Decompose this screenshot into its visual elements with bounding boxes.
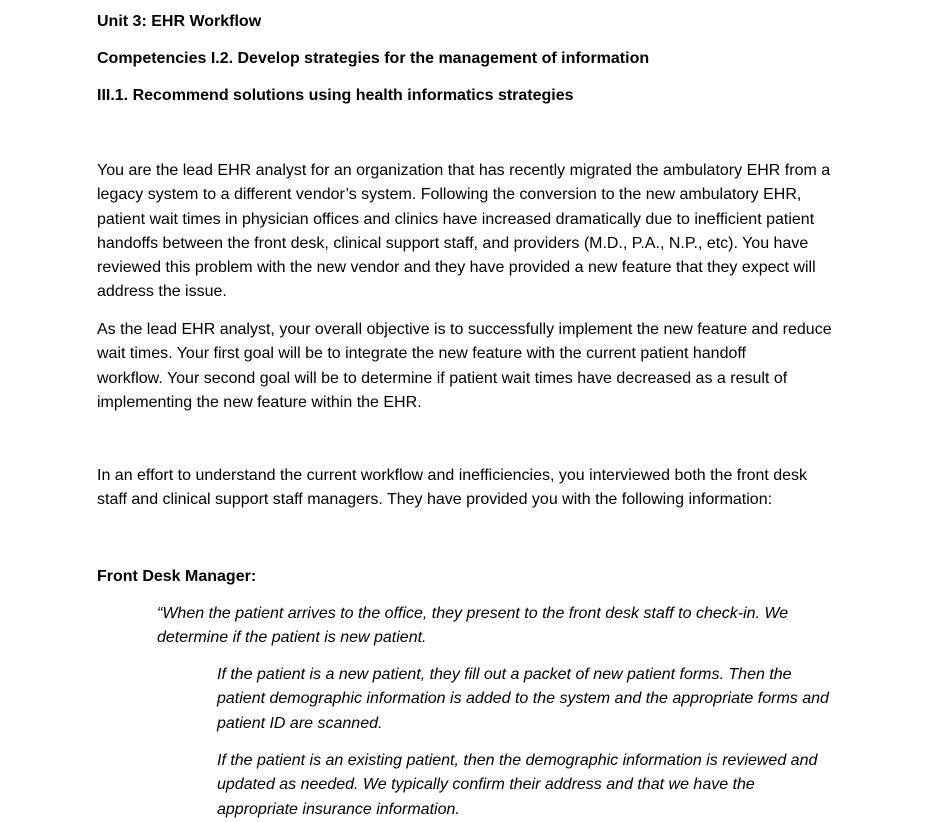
existing-patient-step <box>217 749 817 822</box>
quote-line: If the patient is an existing patient, then the demographic information is reviewed and <box>217 752 818 769</box>
paragraph-line: In an effort to understand the current workflow and inefficiencies, you interviewed both the front desk <box>97 467 808 484</box>
scenario-paragraph-2 <box>97 318 887 415</box>
unit-title: Unit 3: EHR Workflow <box>97 13 262 30</box>
paragraph-line: As the lead EHR analyst, your overall objective is to successfully implement the new feature and reduce <box>97 321 832 338</box>
competency-heading-1: Competencies I.2. Develop strategies for the management of information <box>97 50 650 67</box>
front-desk-quote-intro <box>157 602 788 651</box>
front-desk-heading: Front Desk Manager: <box>97 568 257 585</box>
scenario-paragraph-1 <box>97 159 887 305</box>
quote-line: patient demographic information is added to the system and the appropriate forms and <box>217 690 829 708</box>
paragraph-line: workflow. Your second goal will be to determine if patient wait times have decreased as a result of <box>97 369 788 387</box>
quote-line: updated as needed. We typically confirm their address and that we have the <box>217 776 755 794</box>
paragraph-line: You are the lead EHR analyst for an organization that has recently migrated the ambulatory EHR from a <box>97 162 831 179</box>
paragraph-line: staff and clinical support staff managers. They have provided you with the following information: <box>97 491 773 509</box>
quote-line: “When the patient arrives to the office, they present to the front desk staff to check-in. We <box>157 605 789 622</box>
quote-line: patient ID are scanned. <box>217 714 383 732</box>
paragraph-line: patient wait times in physician offices and clinics have increased dramatically due to inefficient patient <box>97 210 815 228</box>
paragraph-line: legacy system to a different vendor’s system. Following the conversion to the new ambulatory EHR, <box>97 186 802 204</box>
competency-heading-2: III.1. Recommend solutions using health informatics strategies <box>97 87 574 104</box>
new-patient-step <box>217 663 829 736</box>
paragraph-line: handoffs between the front desk, clinical support staff, and providers (M.D., P.A., N.P., etc). You have <box>97 234 809 252</box>
quote-line: appropriate insurance information. <box>217 800 460 818</box>
paragraph-line: reviewed this problem with the new vendor and they have provided a new feature that they expect will <box>97 259 816 277</box>
paragraph-line: address the issue. <box>97 283 227 301</box>
quote-line: If the patient is a new patient, they fill out a packet of new patient forms. Then the <box>217 666 792 683</box>
scenario-paragraph-3 <box>97 464 887 513</box>
paragraph-line: implementing the new feature within the EHR. <box>97 393 422 411</box>
paragraph-line: wait times. Your first goal will be to integrate the new feature with the current patient handoff <box>97 345 746 363</box>
quote-line: determine if the patient is new patient. <box>157 629 427 647</box>
